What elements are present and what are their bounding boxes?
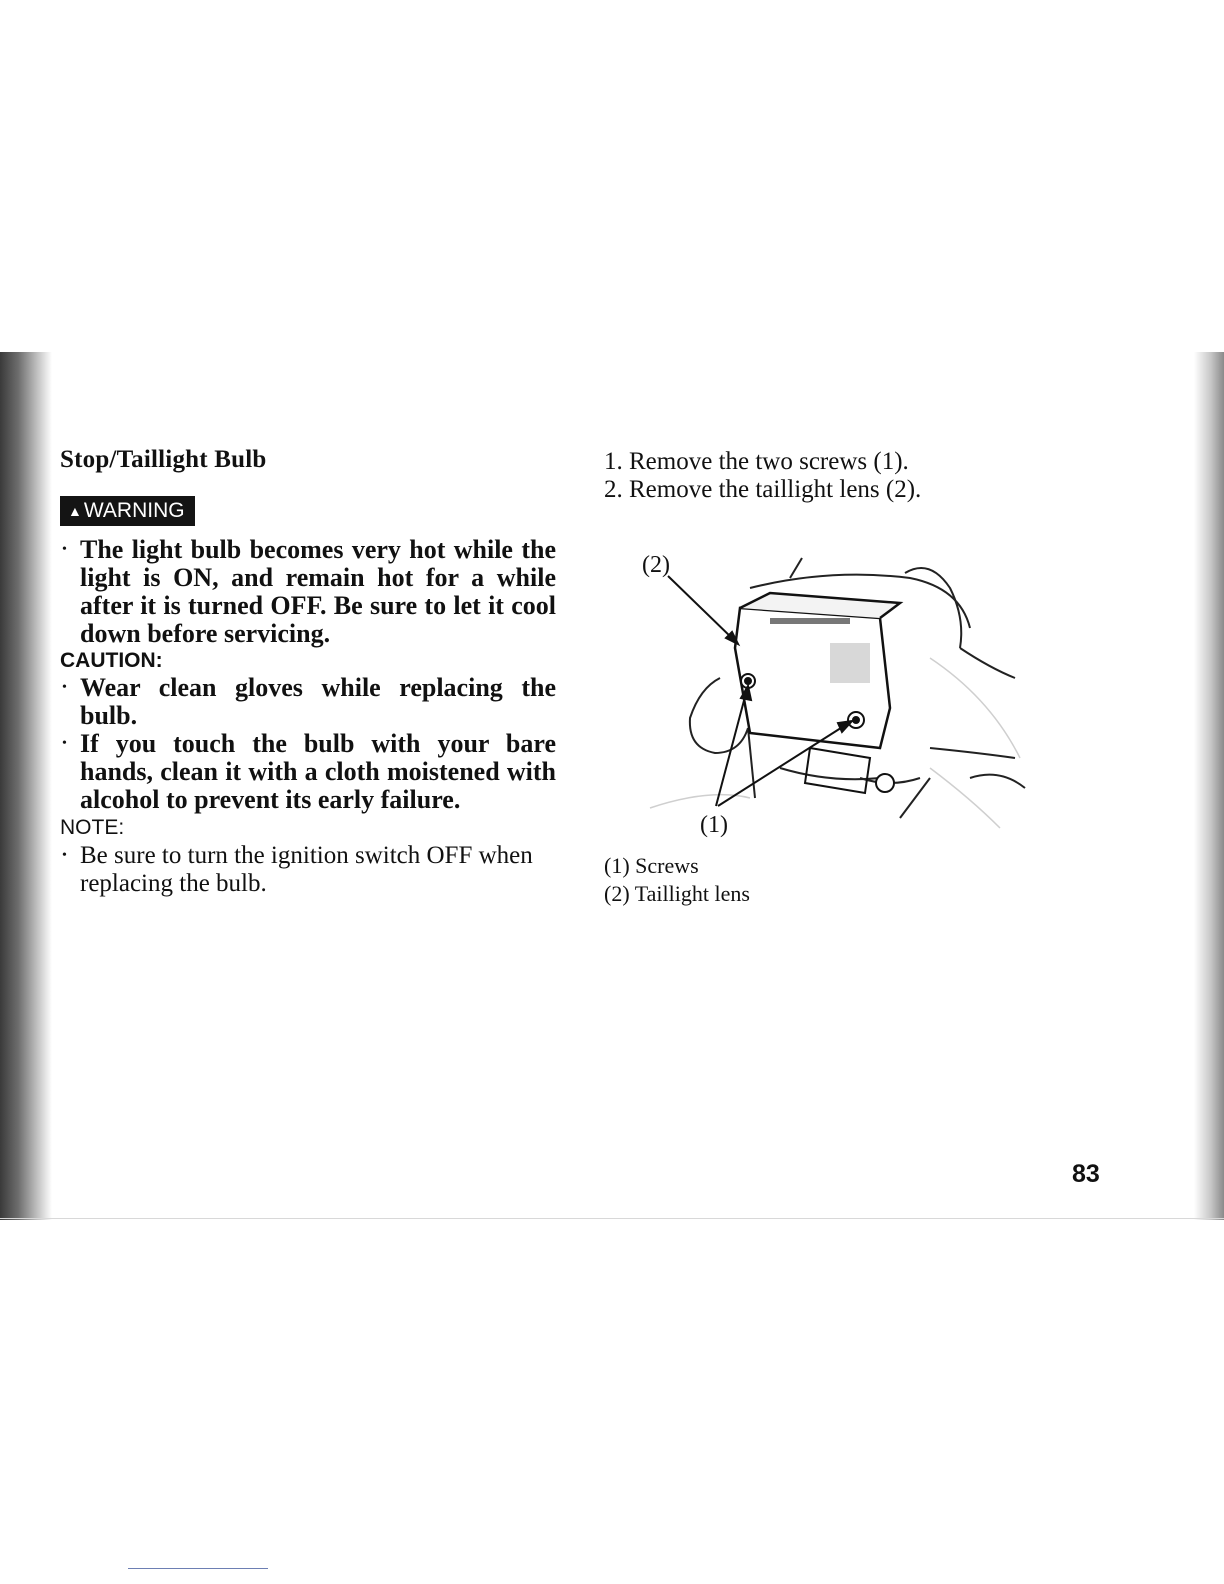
caution-item-text: If you touch the bulb with your bare hands, clean it with a cloth moistened with alcohol to prevent its early failure.: [80, 729, 556, 814]
note-heading: NOTE:: [60, 816, 125, 839]
right-column: [604, 448, 1024, 504]
warning-badge: [60, 496, 195, 526]
page-bottom-edge: [0, 1218, 1224, 1219]
figure-callouts: [604, 852, 750, 908]
warning-text-body: The light bulb becomes very hot while the light is ON, and remain hot for a while after it is turned OFF. Be sure to let it cool down before servicing.: [80, 535, 556, 648]
warning-badge-label: WARNING: [83, 499, 185, 522]
procedure-steps: [604, 448, 1024, 504]
footer-rule: [128, 1568, 268, 1569]
callout-item: (1) Screws: [604, 853, 699, 878]
note-text-body: Be sure to turn the ignition switch OFF when replacing the bulb.: [80, 842, 533, 897]
caution-item: [60, 674, 556, 730]
license-bracket: [805, 748, 870, 793]
bullet-icon: •: [62, 542, 67, 557]
procedure-step: 2. Remove the taillight lens (2).: [604, 476, 922, 503]
section-title: Stop/Taillight Bulb: [60, 446, 267, 473]
taillight-illustration: [630, 548, 1030, 838]
figure-label-screws: (1): [700, 812, 728, 838]
bullet-icon: •: [62, 848, 67, 863]
bullet-icon: •: [62, 680, 67, 695]
bullet-icon: •: [62, 736, 67, 751]
page-number: 83: [1072, 1160, 1100, 1188]
callout-item: (2) Taillight lens: [604, 881, 750, 906]
caution-item-text: Wear clean gloves while replacing the bulb.: [80, 673, 556, 730]
procedure-step: 1. Remove the two screws (1).: [604, 448, 909, 475]
figure-label-lens: (2): [642, 552, 670, 578]
left-column: [60, 446, 556, 898]
taillight-lens: [735, 593, 900, 748]
caution-heading: CAUTION:: [60, 649, 163, 672]
book-spine-shadow-left: [0, 352, 52, 1220]
book-spine-shadow-right: [1194, 352, 1224, 1220]
caution-item: [60, 730, 556, 814]
warning-triangle-icon: ▲: [68, 503, 82, 519]
warning-text: [60, 536, 556, 648]
note-text: [60, 842, 556, 898]
